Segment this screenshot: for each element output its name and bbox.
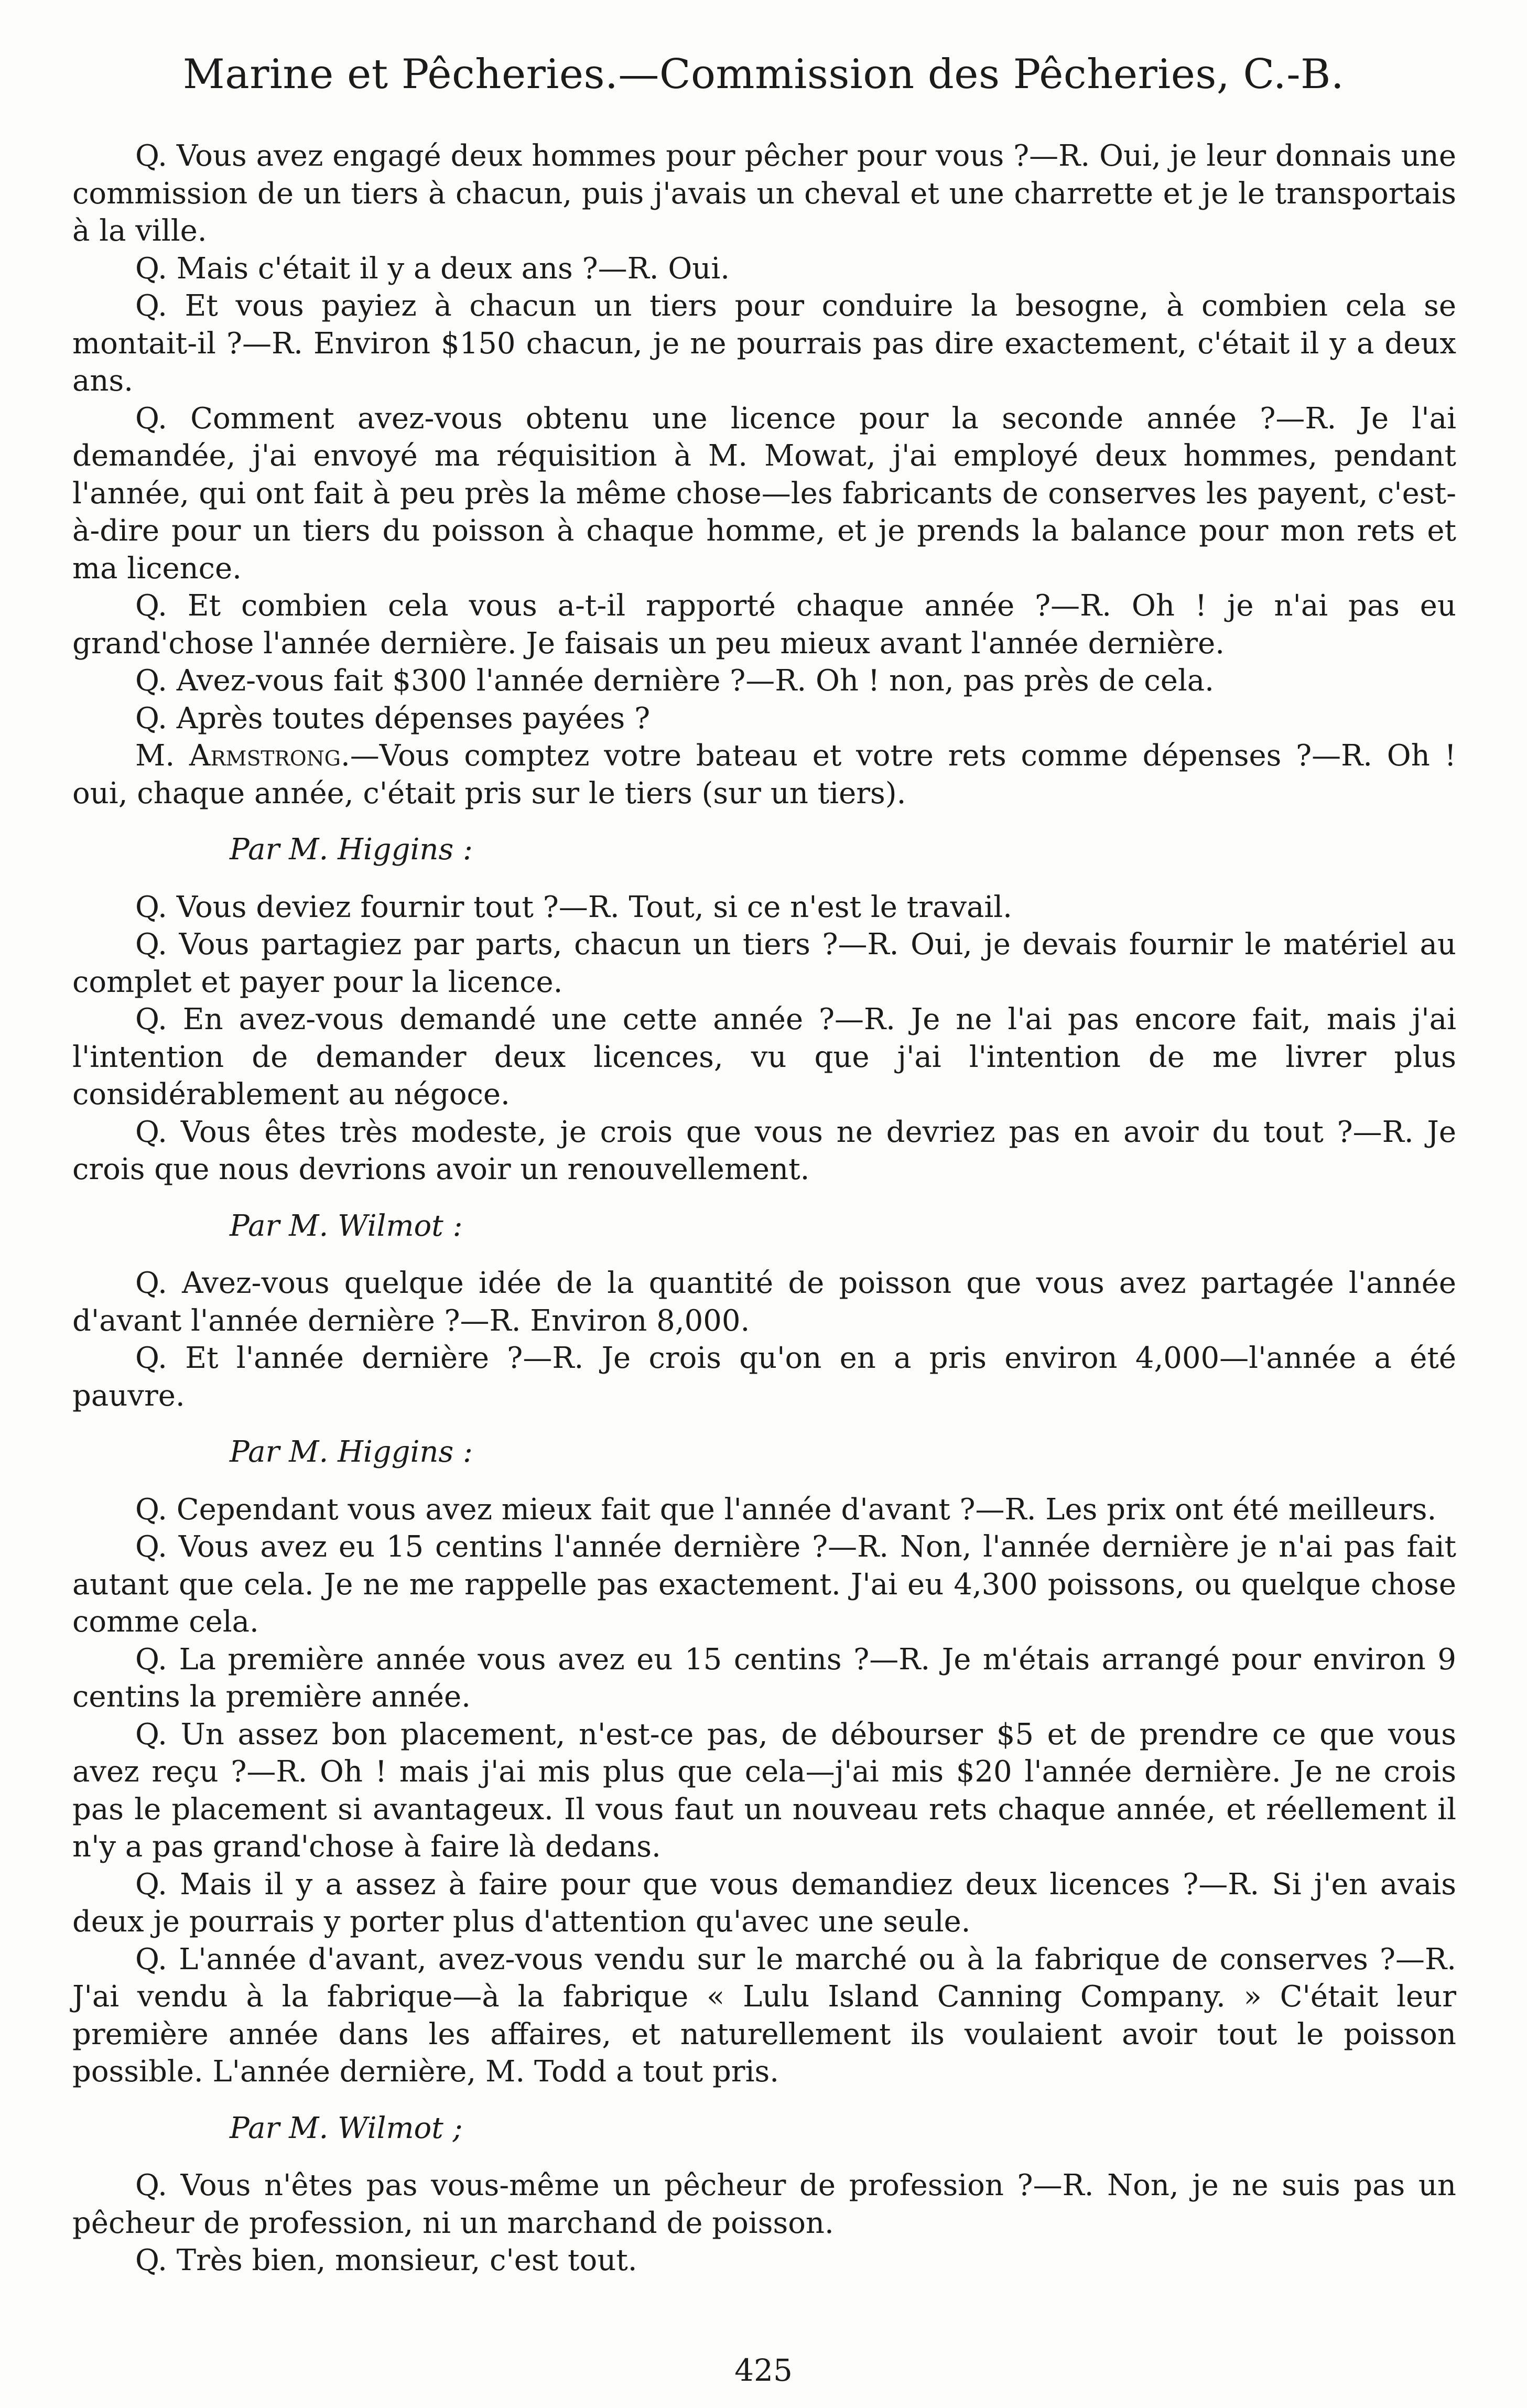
paragraph: Q. Vous avez engagé deux hommes pour pêcher pour vous ?—R. Oui, je leur donnais une commission de un tiers à chacun, puis j'avais un cheval et une charrette et je le transportais à la ville. bbox=[72, 139, 1456, 248]
paragraph: Q. Et l'année dernière ?—R. Je crois qu'on en a pris environ 4,000—l'année a été pauvre. bbox=[72, 1341, 1456, 1413]
page-body bbox=[72, 137, 1456, 2280]
section-heading: Par M. Higgins : bbox=[230, 833, 473, 867]
paragraph: Q. La première année vous avez eu 15 centins ?—R. Je m'étais arrangé pour environ 9 centins la première année. bbox=[72, 1642, 1456, 1714]
speaker-prefix: M. bbox=[135, 739, 175, 773]
paragraph: Q. Avez-vous fait $300 l'année dernière ?—R. Oh ! non, pas près de cela. bbox=[135, 664, 1214, 698]
paragraph: Q. Un assez bon placement, n'est-ce pas, de débourser $5 et de prendre ce que vous avez reçu ?—R. Oh ! mais j'ai mis plus que cela—j'ai mis $20 l'année dernière. Je ne crois pas le placement si avantageux. Il vous faut un nouveau rets chaque année, et réellement il n'y a pas grand'chose à faire là dedans. bbox=[72, 1717, 1456, 1864]
paragraph: Q. Comment avez-vous obtenu une licence pour la seconde année ?—R. Je l'ai demandée, j'ai envoyé ma réquisition à M. Mowat, j'ai employé deux hommes, pendant l'année, qui ont fait à peu près la même chose—les fabricants de conserves les payent, c'est-à-dire pour un tiers du poisson à chaque homme, et je prends la balance pour mon rets et ma licence. bbox=[72, 401, 1456, 586]
paragraph: Q. Et vous payiez à chacun un tiers pour conduire la besogne, à combien cela se montait-il ?—R. Environ $150 chacun, je ne pourrais pas dire exactement, c'était il y a deux ans. bbox=[72, 289, 1456, 398]
paragraph: Q. Et combien cela vous a-t-il rapporté chaque année ?—R. Oh ! je n'ai pas eu grand'chose l'année dernière. Je faisais un peu mieux avant l'année dernière. bbox=[72, 589, 1456, 661]
paragraph: Q. Vous avez eu 15 centins l'année dernière ?—R. Non, l'année dernière je n'ai pas fait autant que cela. Je ne me rappelle pas exactement. J'ai eu 4,300 poissons, ou quelque chose comme cela. bbox=[72, 1530, 1456, 1639]
paragraph: Q. Mais c'était il y a deux ans ?—R. Oui. bbox=[135, 251, 730, 286]
paragraph: Q. Cependant vous avez mieux fait que l'année d'avant ?—R. Les prix ont été meilleurs. bbox=[135, 1492, 1437, 1527]
page-header: Marine et Pêcheries.—Commission des Pêcheries, C.-B. bbox=[182, 51, 1345, 98]
paragraph: Q. Vous deviez fournir tout ?—R. Tout, si ce n'est le travail. bbox=[135, 890, 1012, 924]
section-heading: Par M. Wilmot ; bbox=[230, 2111, 463, 2145]
section-heading: Par M. Wilmot : bbox=[230, 1208, 463, 1243]
paragraph: Q. L'année d'avant, avez-vous vendu sur le marché ou à la fabrique de conserves ?—R. J'ai vendu à la fabrique—à la fabrique « Lulu Island Canning Company. » C'était leur première année dans les affaires, et naturellement ils voulaient avoir tout le poisson possible. L'année dernière, M. Todd a tout pris. bbox=[72, 1942, 1456, 2089]
armstrong-text: —Vous comptez votre bateau et votre rets comme dépenses ?—R. Oh ! oui, chaque année, c'était pris sur le tiers (sur un tiers). bbox=[72, 739, 1456, 811]
section-heading: Par M. Higgins : bbox=[230, 1435, 473, 1469]
paragraph: Q. Très bien, monsieur, c'est tout. bbox=[135, 2243, 637, 2277]
paragraph: Q. Vous n'êtes pas vous-même un pêcheur de profession ?—R. Non, je ne suis pas un pêcheur de profession, ni un marchand de poisson. bbox=[72, 2168, 1456, 2240]
paragraph: Q. Mais il y a assez à faire pour que vous demandiez deux licences ?—R. Si j'en avais deux je pourrais y porter plus d'attention qu'avec une seule. bbox=[72, 1867, 1456, 1939]
paragraph: Q. Vous êtes très modeste, je crois que vous ne devriez pas en avoir du tout ?—R. Je crois que nous devrions avoir un renouvellement. bbox=[72, 1115, 1456, 1186]
paragraph: Q. Avez-vous quelque idée de la quantité de poisson que vous avez partagée l'année d'avant l'année dernière ?—R. Environ 8,000. bbox=[72, 1266, 1456, 1338]
paragraph: Q. Après toutes dépenses payées ? bbox=[135, 701, 651, 736]
speaker-name: Armstrong. bbox=[189, 739, 350, 773]
page-number: 425 bbox=[734, 2352, 793, 2388]
armstrong-paragraph bbox=[72, 737, 1456, 812]
paragraph: Q. Vous partagiez par parts, chacun un tiers ?—R. Oui, je devais fournir le matériel au complet et payer pour la licence. bbox=[72, 927, 1456, 999]
paragraph: Q. En avez-vous demandé une cette année ?—R. Je ne l'ai pas encore fait, mais j'ai l'intention de demander deux licences, vu que j'ai l'intention de me livrer plus considérablement au négoce. bbox=[72, 1002, 1456, 1111]
